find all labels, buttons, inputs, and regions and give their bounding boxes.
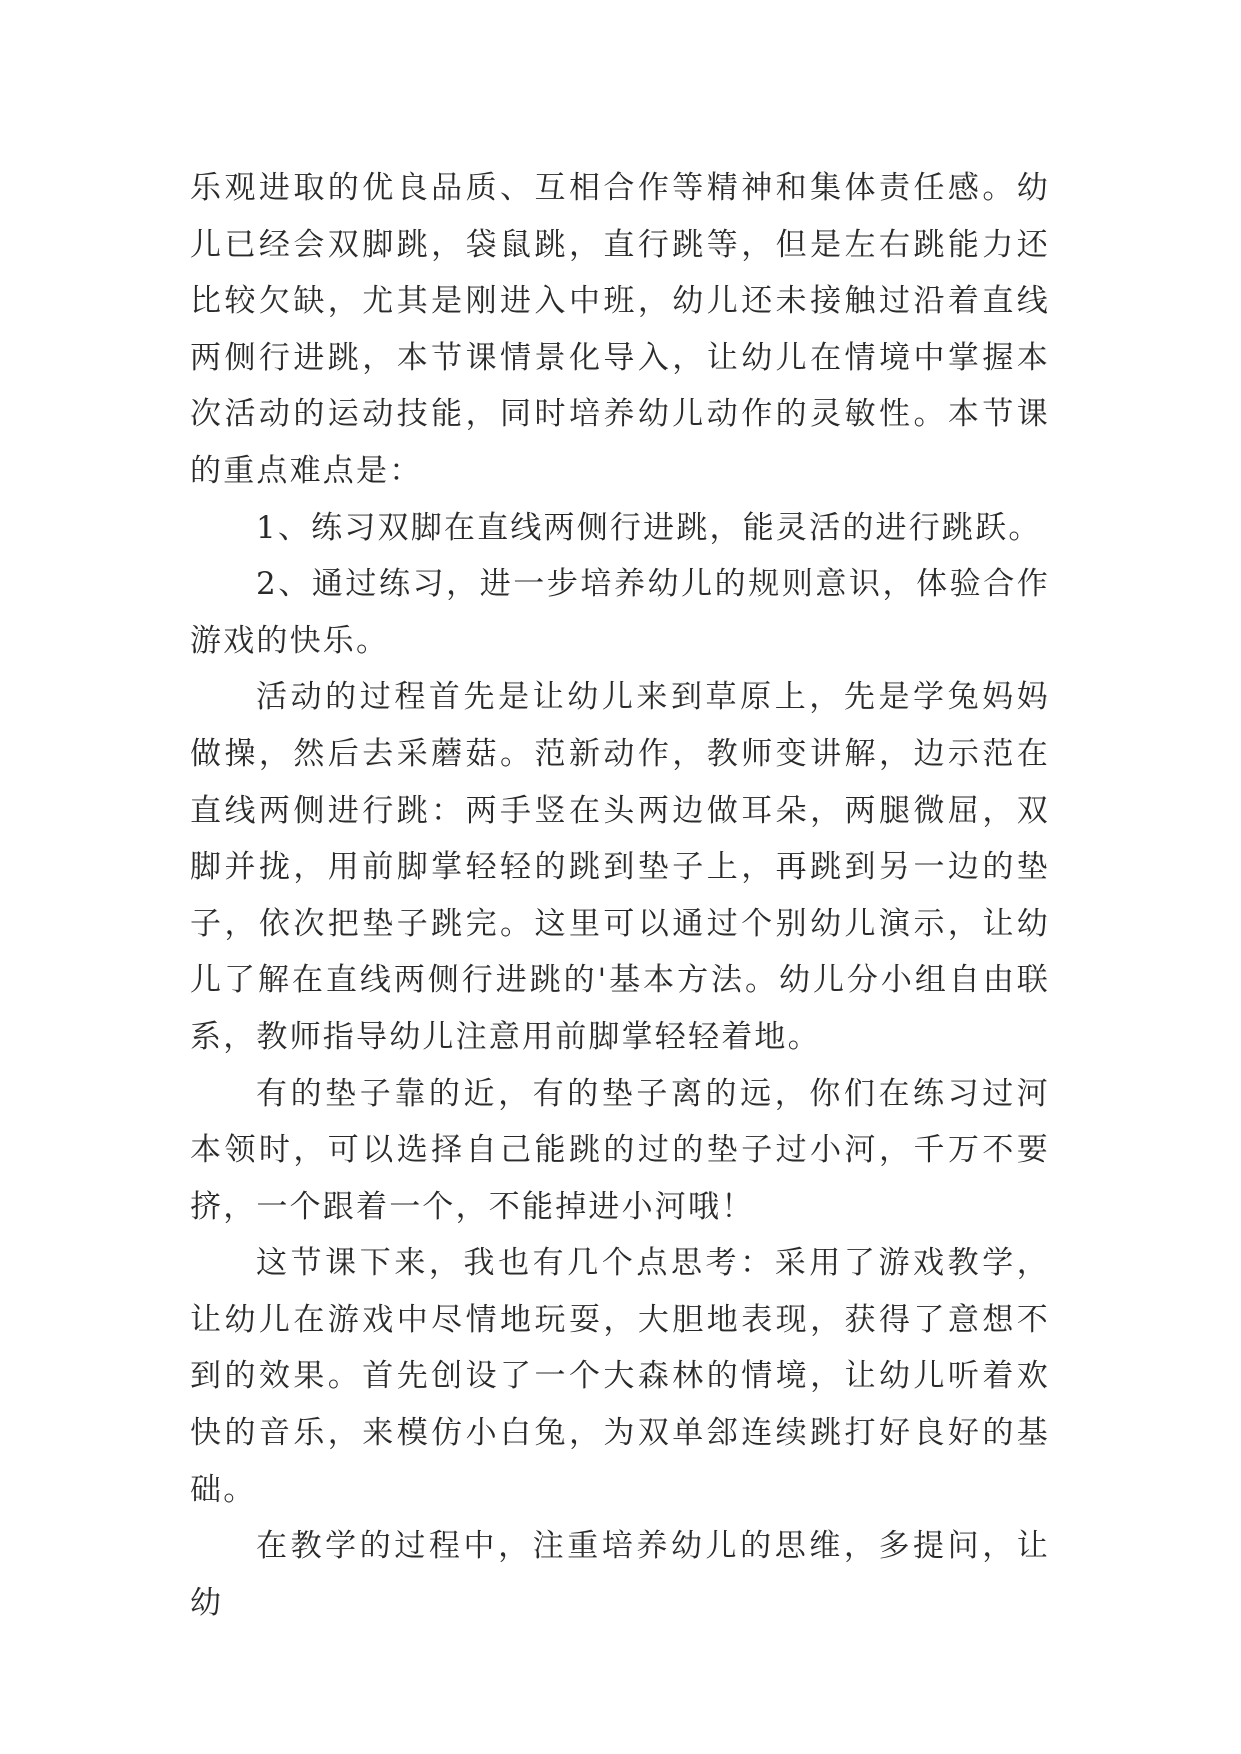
paragraph-1: 乐观进取的优良品质、互相合作等精神和集体责任感。幼儿已经会双脚跳，袋鼠跳，直行跳等，但是左右跳能力还比较欠缺，尤其是刚进入中班，幼儿还未接触过沿着直线两侧行进跳，本节课情景化导入，让幼儿在情境中掌握本次活动的运动技能，同时培养幼儿动作的灵敏性。本节课的重点难点是： [190, 170, 1050, 489]
paragraph-2: 1、练习双脚在直线两侧行进跳，能灵活的进行跳跃。 [256, 509, 1042, 546]
paragraph-4: 活动的过程首先是让幼儿来到草原上，先是学兔妈妈做操，然后去采蘑菇。范新动作，教师变讲解，边示范在直线两侧进行跳：两手竖在头两边做耳朵，两腿微屈，双脚并拢，用前脚掌轻轻的跳到垫子上，再跳到另一边的垫子，依次把垫子跳完。这里可以通过个别幼儿演示，让幼儿了解在直线两侧行进跳的'基本方法。幼儿分小组自由联系，教师指导幼儿注意用前脚掌轻轻着地。 [190, 679, 1050, 1055]
paragraph-3: 2、通过练习，进一步培养幼儿的规则意识，体验合作游戏的快乐。 [190, 566, 1050, 659]
paragraph-7: 在教学的过程中，注重培养幼儿的思维，多提问，让幼 [190, 1528, 1050, 1621]
body-text [190, 160, 1050, 1631]
paragraph-5: 有的垫子靠的近，有的垫子离的远，你们在练习过河本领时，可以选择自己能跳的过的垫子过小河，千万不要挤，一个跟着一个，不能掉进小河哦！ [190, 1075, 1050, 1225]
paragraph-6: 这节课下来，我也有几个点思考：采用了游戏教学，让幼儿在游戏中尽情地玩耍，大胆地表现，获得了意想不到的效果。首先创设了一个大森林的情境，让幼儿听着欢快的音乐，来模仿小白兔，为双单郐连续跳打好良好的基础。 [190, 1245, 1050, 1508]
